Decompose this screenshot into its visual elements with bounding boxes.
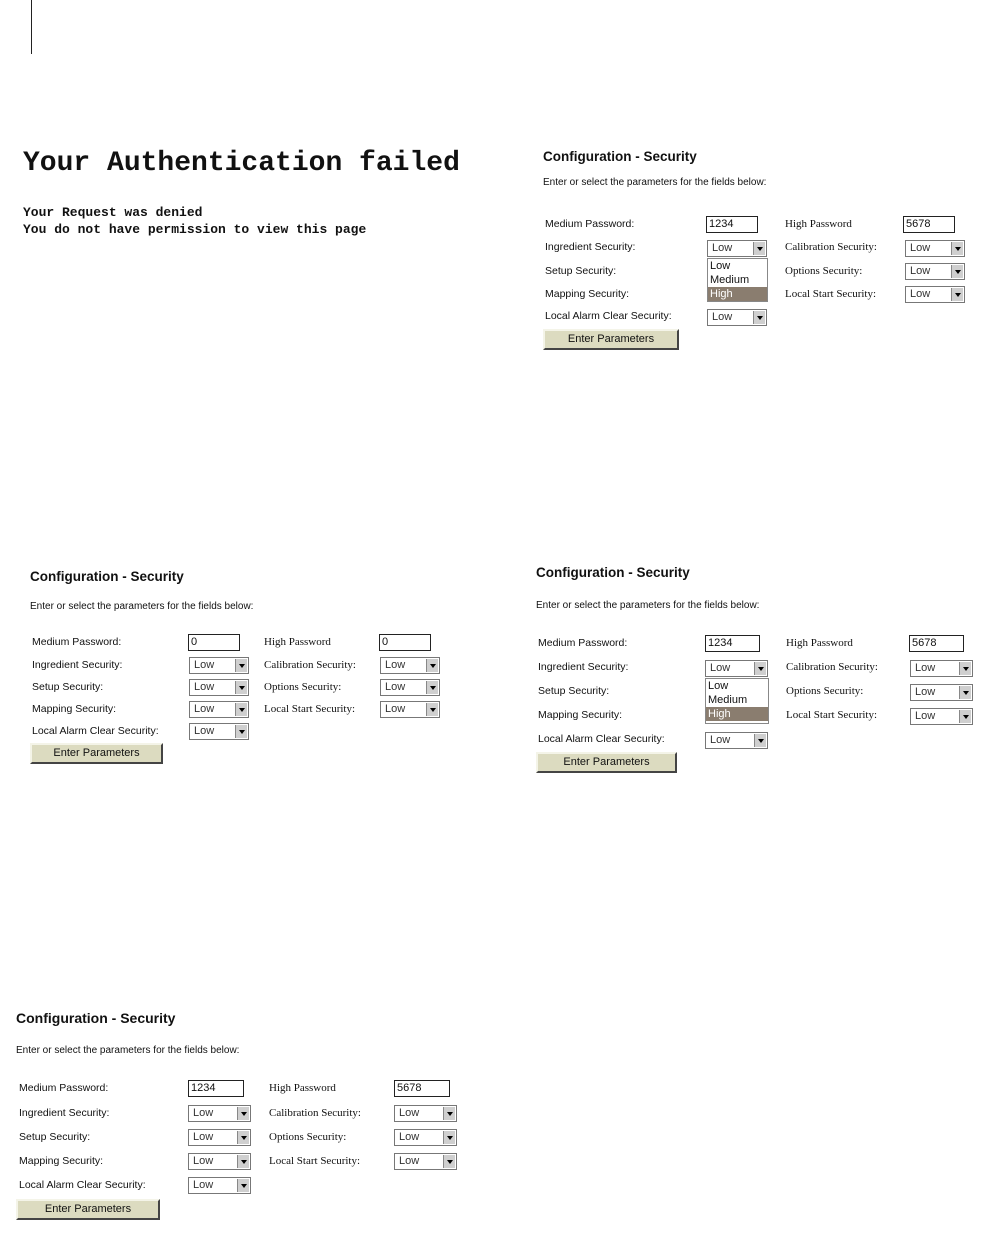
local-start-security-label: Local Start Security:	[264, 703, 356, 715]
select-value: Low	[910, 288, 931, 300]
setup-security-select[interactable]	[189, 679, 249, 696]
calibration-security-label: Calibration Security:	[269, 1107, 361, 1119]
select-value: Low	[385, 703, 406, 715]
chevron-down-icon[interactable]	[426, 659, 438, 672]
chevron-down-icon[interactable]	[237, 1131, 249, 1144]
panel-title: Configuration - Security	[30, 569, 184, 584]
chevron-down-icon[interactable]	[951, 288, 963, 301]
dropdown-option-low[interactable]: Low	[710, 260, 731, 272]
select-value: Low	[385, 659, 406, 671]
select-value: Low	[193, 1107, 214, 1119]
calibration-security-select[interactable]	[380, 657, 440, 674]
medium-password-label: Medium Password:	[32, 636, 122, 648]
setup-security-label: Setup Security:	[32, 681, 104, 693]
options-security-select[interactable]	[905, 263, 965, 280]
chevron-down-icon[interactable]	[443, 1155, 455, 1168]
ingredient-security-dropdown-list[interactable]	[705, 678, 769, 724]
high-password-input[interactable]: 5678	[903, 216, 955, 233]
calibration-security-label: Calibration Security:	[786, 661, 878, 673]
select-value: Low	[915, 686, 936, 698]
local-start-security-label: Local Start Security:	[786, 709, 878, 721]
mapping-security-label: Mapping Security:	[19, 1155, 104, 1167]
calibration-security-select[interactable]	[910, 660, 973, 677]
chevron-down-icon[interactable]	[951, 242, 963, 255]
select-value: Low	[399, 1155, 420, 1167]
config-security-panel-1	[543, 149, 993, 389]
chevron-down-icon[interactable]	[959, 662, 971, 675]
select-value: Low	[194, 725, 215, 737]
high-password-input[interactable]: 5678	[394, 1080, 450, 1097]
high-password-label: High Password	[264, 636, 331, 648]
chevron-down-icon[interactable]	[959, 686, 971, 699]
chevron-down-icon[interactable]	[443, 1107, 455, 1120]
config-security-panel-3	[536, 565, 986, 805]
chevron-down-icon[interactable]	[426, 703, 438, 716]
left-margin-line	[31, 0, 32, 54]
select-value: Low	[712, 311, 733, 323]
local-start-security-select[interactable]	[910, 708, 973, 725]
auth-denied-line: Your Request was denied	[23, 205, 203, 220]
mapping-security-label: Mapping Security:	[32, 703, 117, 715]
select-value: Low	[712, 242, 733, 254]
panel-intro: Enter or select the parameters for the fields below:	[536, 600, 760, 611]
config-security-panel-2	[30, 569, 480, 809]
high-password-label: High Password	[269, 1082, 336, 1094]
panel-intro: Enter or select the parameters for the fields below:	[30, 601, 254, 612]
mapping-security-label: Mapping Security:	[538, 709, 623, 721]
select-value: Low	[193, 1131, 214, 1143]
select-value: Low	[710, 734, 731, 746]
medium-password-label: Medium Password:	[538, 637, 628, 649]
select-value: Low	[910, 242, 931, 254]
options-security-select[interactable]	[910, 684, 973, 701]
ingredient-security-select[interactable]	[188, 1105, 251, 1122]
dropdown-option-medium[interactable]: Medium	[708, 694, 748, 706]
panel-intro: Enter or select the parameters for the fields below:	[543, 177, 767, 188]
select-value: Low	[910, 265, 931, 277]
mapping-security-select[interactable]	[189, 701, 249, 718]
ingredient-security-label: Ingredient Security:	[538, 661, 629, 673]
options-security-label: Options Security:	[269, 1131, 347, 1143]
auth-permission-line: You do not have permission to view this page	[23, 222, 367, 237]
dropdown-option-medium[interactable]: Medium	[710, 274, 750, 286]
medium-password-label: Medium Password:	[19, 1082, 109, 1094]
enter-parameters-button[interactable]: Enter Parameters	[30, 743, 163, 764]
chevron-down-icon[interactable]	[753, 242, 765, 255]
chevron-down-icon[interactable]	[237, 1107, 249, 1120]
local-alarm-clear-security-label: Local Alarm Clear Security:	[32, 725, 159, 737]
setup-security-label: Setup Security:	[19, 1131, 91, 1143]
high-password-label: High Password	[785, 218, 852, 230]
select-value: Low	[915, 662, 936, 674]
local-alarm-clear-security-label: Local Alarm Clear Security:	[19, 1179, 146, 1191]
auth-failed-title: Your Authentication failed	[23, 148, 460, 179]
local-alarm-clear-security-select[interactable]	[705, 732, 768, 749]
medium-password-input[interactable]: 0	[188, 634, 240, 651]
local-alarm-clear-security-select[interactable]	[188, 1177, 251, 1194]
chevron-down-icon[interactable]	[237, 1179, 249, 1192]
chevron-down-icon[interactable]	[443, 1131, 455, 1144]
options-security-label: Options Security:	[785, 265, 863, 277]
local-start-security-select[interactable]	[905, 286, 965, 303]
select-value: Low	[194, 659, 215, 671]
ingredient-security-label: Ingredient Security:	[545, 241, 636, 253]
ingredient-security-label: Ingredient Security:	[32, 659, 123, 671]
select-value: Low	[399, 1131, 420, 1143]
calibration-security-select[interactable]	[905, 240, 965, 257]
chevron-down-icon[interactable]	[235, 725, 247, 738]
medium-password-label: Medium Password:	[545, 218, 635, 230]
panel-title: Configuration - Security	[16, 1010, 176, 1026]
chevron-down-icon[interactable]	[753, 311, 765, 324]
panel-title: Configuration - Security	[543, 149, 697, 164]
local-alarm-clear-security-select[interactable]	[189, 723, 249, 740]
enter-parameters-button[interactable]: Enter Parameters	[16, 1199, 160, 1220]
options-security-select[interactable]	[394, 1129, 457, 1146]
high-password-label: High Password	[786, 637, 853, 649]
mapping-security-select[interactable]	[188, 1153, 251, 1170]
chevron-down-icon[interactable]	[426, 681, 438, 694]
ingredient-security-label: Ingredient Security:	[19, 1107, 110, 1119]
chevron-down-icon[interactable]	[951, 265, 963, 278]
ingredient-security-dropdown-list[interactable]	[707, 258, 768, 302]
medium-password-input[interactable]: 1234	[705, 635, 760, 652]
ingredient-security-select[interactable]	[707, 240, 767, 257]
select-value: Low	[194, 703, 215, 715]
options-security-label: Options Security:	[264, 681, 342, 693]
panel-title: Configuration - Security	[536, 565, 690, 580]
calibration-security-label: Calibration Security:	[264, 659, 356, 671]
ingredient-security-select[interactable]	[189, 657, 249, 674]
medium-password-input[interactable]: 1234	[188, 1080, 244, 1097]
select-value: Low	[194, 681, 215, 693]
local-start-security-label: Local Start Security:	[269, 1155, 361, 1167]
panel-intro: Enter or select the parameters for the fields below:	[16, 1045, 240, 1056]
dropdown-option-high[interactable]: High	[706, 707, 768, 721]
setup-security-label: Setup Security:	[545, 265, 617, 277]
enter-parameters-button[interactable]: Enter Parameters	[536, 752, 677, 773]
chevron-down-icon[interactable]	[959, 710, 971, 723]
chevron-down-icon[interactable]	[754, 662, 766, 675]
setup-security-select[interactable]	[188, 1129, 251, 1146]
enter-parameters-button[interactable]: Enter Parameters	[543, 329, 679, 350]
options-security-label: Options Security:	[786, 685, 864, 697]
high-password-input[interactable]: 5678	[909, 635, 964, 652]
mapping-security-label: Mapping Security:	[545, 288, 630, 300]
select-value: Low	[193, 1179, 214, 1191]
calibration-security-label: Calibration Security:	[785, 241, 877, 253]
medium-password-input[interactable]: 1234	[706, 216, 758, 233]
local-start-security-select[interactable]	[380, 701, 440, 718]
config-security-panel-4	[16, 1010, 466, 1250]
local-start-security-label: Local Start Security:	[785, 288, 877, 300]
select-value: Low	[399, 1107, 420, 1119]
select-value: Low	[710, 662, 731, 674]
select-value: Low	[915, 710, 936, 722]
dropdown-option-low[interactable]: Low	[708, 680, 729, 692]
setup-security-label: Setup Security:	[538, 685, 610, 697]
chevron-down-icon[interactable]	[235, 681, 247, 694]
ingredient-security-select[interactable]	[705, 660, 768, 677]
local-alarm-clear-security-select[interactable]	[707, 309, 767, 326]
calibration-security-select[interactable]	[394, 1105, 457, 1122]
high-password-input[interactable]: 0	[379, 634, 431, 651]
chevron-down-icon[interactable]	[235, 659, 247, 672]
local-alarm-clear-security-label: Local Alarm Clear Security:	[538, 733, 665, 745]
options-security-select[interactable]	[380, 679, 440, 696]
chevron-down-icon[interactable]	[754, 734, 766, 747]
dropdown-option-high[interactable]: High	[708, 287, 767, 301]
chevron-down-icon[interactable]	[237, 1155, 249, 1168]
select-value: Low	[385, 681, 406, 693]
local-start-security-select[interactable]	[394, 1153, 457, 1170]
local-alarm-clear-security-label: Local Alarm Clear Security:	[545, 310, 672, 322]
chevron-down-icon[interactable]	[235, 703, 247, 716]
select-value: Low	[193, 1155, 214, 1167]
